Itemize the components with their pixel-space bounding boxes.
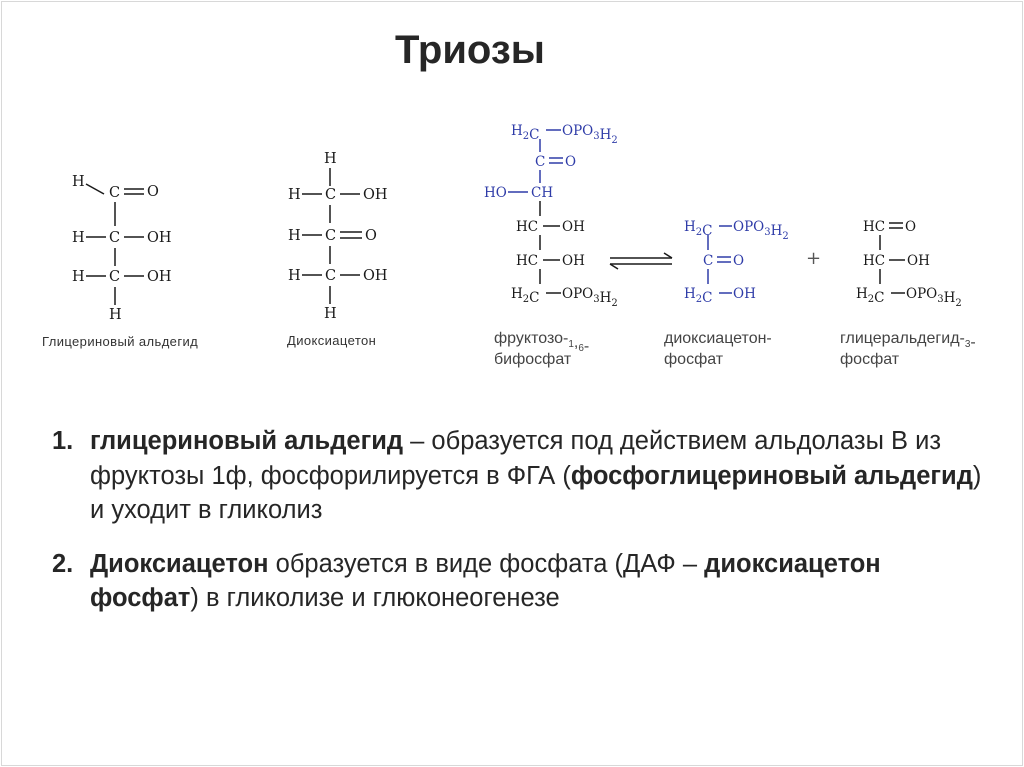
fbp-caption-line1: фруктозо-$_1,_6-$: [494, 330, 590, 355]
glyceraldehyde-structure: [72, 174, 172, 323]
g3p-caption-line1: глицеральдегид-$_3-$: [840, 330, 976, 351]
atom-oh: OH: [147, 230, 172, 246]
term-dihydroxyacetone: Диоксиацетон: [90, 549, 269, 578]
item-text: [90, 424, 992, 528]
term-phosphoglyceraldehyde: фосфоглицериновый альдегид: [570, 461, 973, 490]
slide-title: Триозы: [395, 28, 545, 72]
list-item: [52, 424, 992, 528]
atom-o: O: [905, 219, 917, 235]
atom-o: O: [733, 253, 745, 269]
atom-c: C: [703, 253, 714, 269]
atom-hc: HC: [863, 219, 886, 235]
atom-oh: OH: [562, 219, 585, 235]
fbp-caption-line2: бифосфат: [494, 351, 572, 368]
atom-o: O: [565, 154, 577, 170]
atom-c: C: [535, 154, 546, 170]
text-part: ) и уходит в гликолиз: [90, 461, 982, 524]
equilibrium-arrow-icon: [610, 253, 672, 269]
atom-c: C: [109, 230, 121, 246]
item-number: 2.: [52, 549, 74, 578]
trioses-description-list: [52, 424, 992, 635]
glyceraldehyde-caption: Глицериновый альдегид: [42, 334, 199, 349]
atom-h: H: [324, 151, 337, 167]
list-item: [52, 547, 992, 616]
atom-h: H: [324, 306, 337, 322]
plus-sign: +: [806, 248, 822, 269]
atom-h: H: [288, 187, 301, 203]
atom-oh: OH: [363, 268, 388, 284]
atom-h: H: [288, 228, 301, 244]
atom-hc: HC: [516, 219, 539, 235]
atom-c: C: [325, 268, 337, 284]
atom-h2c: $H_2C$: [511, 286, 540, 306]
text-part: ) в гликолизе и глюконеогенезе: [190, 584, 560, 612]
atom-opo3h2: $OPO_3H_2$: [733, 219, 789, 242]
atom-c: C: [109, 269, 121, 285]
g3p-caption-line2: фосфат: [840, 351, 900, 368]
item-text: [90, 547, 992, 616]
dhap-structure: [684, 219, 789, 306]
atom-h: H: [72, 269, 85, 285]
dhap-caption-line1: диоксиацетон-: [664, 330, 772, 347]
atom-c: C: [325, 228, 337, 244]
item-number: 1.: [52, 427, 74, 455]
atom-h: H: [72, 174, 85, 190]
atom-hc: HC: [863, 253, 886, 269]
atom-opo3h2: $OPO_3H_2$: [906, 286, 962, 309]
atom-oh: OH: [907, 253, 930, 269]
atom-oh: OH: [733, 286, 756, 302]
term-dhap: диоксиацетон фосфат: [90, 549, 881, 612]
atom-hc: HC: [516, 253, 539, 269]
atom-h2c: $H_2C$: [856, 286, 885, 306]
atom-o: O: [365, 228, 377, 244]
dihydroxyacetone-structure: [288, 151, 388, 322]
dihydroxyacetone-caption: Диоксиацетон: [287, 333, 377, 348]
text-part: – образуется под действием альдолазы В из фруктозы 1ф, фосфорилируется в ФГА (: [90, 427, 942, 490]
atom-h2c: $H_2C$: [684, 219, 713, 239]
g3p-structure: [856, 219, 962, 309]
atom-h2c: $H_2C$: [684, 286, 713, 306]
atom-o: O: [147, 184, 159, 200]
fructose-bisphosphate-structure: [484, 123, 618, 309]
atom-h: H: [109, 307, 122, 323]
atom-ho: HO: [484, 185, 507, 201]
atom-c: C: [325, 187, 337, 203]
atom-oh: OH: [147, 269, 172, 285]
atom-ch: CH: [531, 185, 554, 201]
dhap-caption-line2: фосфат: [664, 351, 724, 368]
atom-h2c: $H_2C$: [511, 123, 540, 143]
atom-c: C: [109, 185, 121, 201]
atom-h: H: [72, 230, 85, 246]
atom-oh: OH: [562, 253, 585, 269]
term-glyceraldehyde: глицериновый альдегид: [90, 427, 404, 455]
atom-oh: OH: [363, 187, 388, 203]
atom-opo3h2: $OPO_3H_2$: [562, 286, 618, 309]
atom-opo3h2: $OPO_3H_2$: [562, 123, 618, 146]
atom-h: H: [288, 268, 301, 284]
text-part: образуется в виде фосфата (ДАФ –: [268, 549, 705, 578]
